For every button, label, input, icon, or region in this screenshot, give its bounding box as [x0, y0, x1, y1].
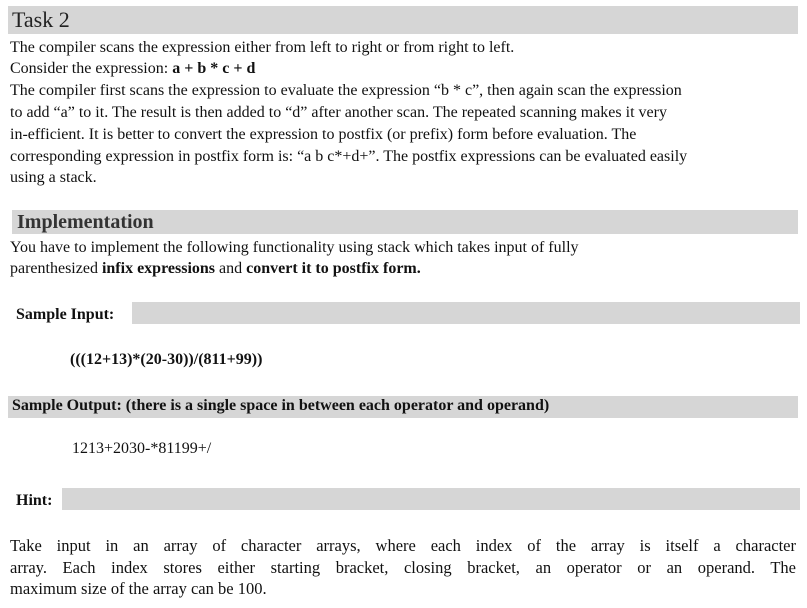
implementation-line-2-mid: and [215, 260, 247, 277]
implementation-line-1: You have to implement the following functionality using stack which takes input of fully [10, 239, 579, 256]
task-title: Task 2 [12, 7, 70, 32]
sample-output-value: 1213+2030-*81199+/ [72, 440, 212, 457]
sample-input-value [70, 351, 262, 369]
sample-input-label: Sample Input: [16, 306, 115, 323]
hint-label: Hint: [16, 492, 53, 509]
implementation-bold-2: convert it to postfix form. [246, 260, 421, 277]
task-expression: a + b * c + d [172, 60, 256, 77]
task-para-line-1: The compiler first scans the expression to evaluate the expression “b * c”, then again scan the expression [10, 82, 682, 99]
implementation-bold-1: infix expressions [101, 260, 216, 277]
hint-line-3: maximum size of the array can be 100. [10, 579, 267, 598]
task-para-line-2: to add “a” to it. The result is then added to “d” after another scan. The repeated scanning makes it very [10, 104, 667, 121]
task-title-bar [8, 6, 798, 34]
sample-input-expression: (((12+13)*(20-30))/(811+99)) [70, 351, 263, 368]
task-para-line-4: corresponding expression in postfix form is: “a b c*+d+”. The postfix expressions can be evaluated easily [10, 148, 688, 165]
sample-output-label: Sample Output: (there is a single space in between each operator and operand) [12, 397, 550, 414]
task-para-line-5: using a stack. [10, 169, 97, 186]
implementation-line-2-prefix: parenthesized [10, 260, 102, 277]
sample-input-bar [132, 302, 800, 324]
task-para-line-3: in-efficient. It is better to convert the expression to postfix (or prefix) form before evaluation. The [10, 126, 637, 143]
hint-bar [62, 488, 800, 510]
hint-line-1: Take input in an array of character arrays, where each index of the array is itself a character [10, 536, 796, 555]
task-line-2 [10, 58, 255, 80]
implementation-line-2 [10, 258, 421, 280]
hint-line-2: array. Each index stores either starting bracket, closing bracket, an operator or an operand. The [10, 558, 796, 577]
implementation-heading: Implementation [17, 211, 154, 233]
task-line-1: The compiler scans the expression either from left to right or from right to left. [10, 39, 515, 56]
task-line-2-prefix: Consider the expression: [10, 60, 173, 77]
